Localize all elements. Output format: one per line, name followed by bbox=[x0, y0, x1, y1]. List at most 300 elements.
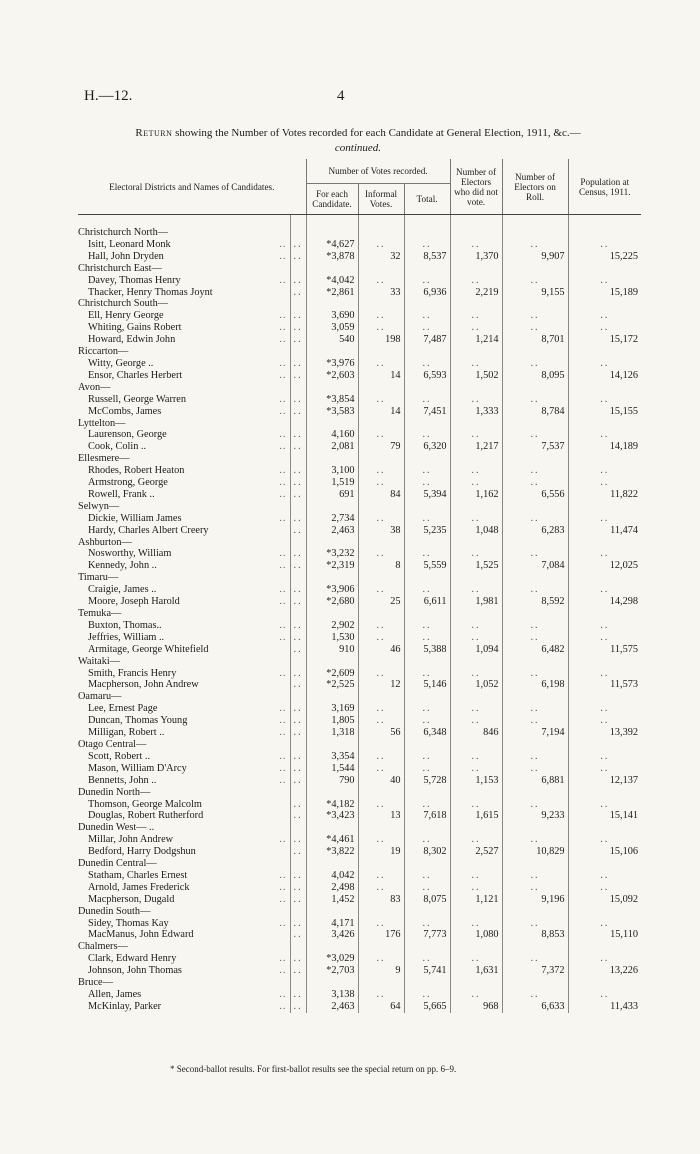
district-name: Lyttelton— bbox=[78, 417, 126, 429]
candidate-votes: 3,138 bbox=[306, 989, 358, 1001]
candidate-name-text: Allen, James bbox=[88, 989, 142, 1000]
candidate-name-text: Buxton, Thomas.. bbox=[88, 619, 162, 631]
candidate-name bbox=[78, 441, 290, 453]
blank-mark: .. bbox=[502, 429, 568, 441]
blank-mark: .. bbox=[502, 668, 568, 680]
blank-mark: .. bbox=[450, 918, 502, 930]
empty-cell bbox=[290, 608, 306, 620]
table-row bbox=[78, 310, 641, 322]
dot-leader: .. bbox=[290, 1001, 306, 1013]
table-row bbox=[78, 834, 641, 846]
district-row bbox=[78, 227, 641, 239]
empty-cell bbox=[290, 382, 306, 394]
candidate-name-text: Statham, Charles Ernest bbox=[88, 869, 188, 881]
blank-mark: .. bbox=[404, 429, 450, 441]
candidate-name bbox=[78, 715, 290, 727]
blank-mark: .. bbox=[568, 953, 641, 965]
table-row bbox=[78, 275, 641, 287]
table-row bbox=[78, 251, 641, 263]
district-name: Ellesmere— bbox=[78, 453, 130, 465]
electors-did-not-vote: 1,080 bbox=[450, 929, 502, 941]
table-row bbox=[78, 584, 641, 596]
empty-cell bbox=[358, 501, 404, 513]
table-row bbox=[78, 870, 641, 882]
empty-cell bbox=[568, 822, 641, 834]
informal-votes: 33 bbox=[358, 287, 404, 299]
empty-cell bbox=[568, 941, 641, 953]
district-name: Waitaki— bbox=[78, 655, 121, 667]
blank-mark: .. bbox=[404, 703, 450, 715]
empty-cell bbox=[568, 739, 641, 751]
district-name: Bruce— bbox=[78, 977, 113, 989]
dot-leader: .. bbox=[279, 310, 287, 322]
candidate-name bbox=[78, 810, 290, 822]
blank-mark: .. bbox=[358, 763, 404, 775]
dot-leader: .. bbox=[290, 965, 306, 977]
blank-mark: .. bbox=[450, 394, 502, 406]
total-votes: 5,741 bbox=[404, 965, 450, 977]
candidate-name bbox=[78, 370, 290, 382]
candidate-name-text: Macpherson, John Andrew bbox=[88, 679, 199, 691]
total-votes: 6,348 bbox=[404, 727, 450, 739]
dot-leader: .. bbox=[290, 465, 306, 477]
candidate-name-text: Howard, Edwin John bbox=[88, 334, 176, 346]
blank-mark: .. bbox=[568, 834, 641, 846]
total-votes: 5,388 bbox=[404, 644, 450, 656]
total-votes: 6,936 bbox=[404, 287, 450, 299]
empty-cell bbox=[502, 691, 568, 703]
district-name: Temuka— bbox=[78, 608, 122, 619]
blank-mark: .. bbox=[568, 429, 641, 441]
electors-on-roll: 6,633 bbox=[502, 1001, 568, 1013]
blank-mark: .. bbox=[358, 548, 404, 560]
dot-leader: .. bbox=[279, 429, 287, 441]
dot-leader: .. bbox=[279, 274, 287, 286]
candidate-votes: 2,734 bbox=[306, 513, 358, 525]
empty-cell bbox=[502, 298, 568, 310]
blank-mark: .. bbox=[450, 429, 502, 441]
empty-cell bbox=[450, 787, 502, 799]
district-name: Christchurch South— bbox=[78, 298, 169, 310]
population: 12,137 bbox=[568, 775, 641, 787]
candidate-name bbox=[78, 239, 290, 251]
dot-leader: .. bbox=[290, 275, 306, 287]
blank-mark: .. bbox=[568, 715, 641, 727]
candidate-name-text: Macpherson, Dugald bbox=[88, 893, 175, 905]
electors-on-roll: 9,233 bbox=[502, 810, 568, 822]
empty-cell bbox=[404, 263, 450, 275]
blank-mark: .. bbox=[568, 989, 641, 1001]
empty-cell bbox=[404, 227, 450, 239]
empty-cell bbox=[290, 227, 306, 239]
dot-leader: .. bbox=[290, 584, 306, 596]
candidate-name-text: Dickie, William James bbox=[88, 512, 182, 524]
blank-mark: .. bbox=[358, 953, 404, 965]
dot-leader: .. bbox=[279, 322, 287, 334]
candidate-name-text: Laurenson, George bbox=[88, 429, 167, 441]
table-row bbox=[78, 394, 641, 406]
blank-mark: .. bbox=[568, 477, 641, 489]
dot-leader: .. bbox=[290, 870, 306, 882]
empty-cell bbox=[502, 227, 568, 239]
informal-votes: 9 bbox=[358, 965, 404, 977]
blank-mark: .. bbox=[450, 799, 502, 811]
table-row bbox=[78, 620, 641, 632]
dot-leader: .. bbox=[290, 310, 306, 322]
dot-leader: .. bbox=[290, 775, 306, 787]
blank-mark: .. bbox=[450, 870, 502, 882]
population: 11,433 bbox=[568, 1001, 641, 1013]
blank-mark: .. bbox=[568, 620, 641, 632]
blank-mark: .. bbox=[404, 989, 450, 1001]
candidate-votes: *2,609 bbox=[306, 668, 358, 680]
empty-cell bbox=[450, 941, 502, 953]
electors-on-roll: 9,155 bbox=[502, 287, 568, 299]
table-row bbox=[78, 989, 641, 1001]
table-row bbox=[78, 918, 641, 930]
electors-did-not-vote: 1,052 bbox=[450, 679, 502, 691]
district-name: Christchurch North— bbox=[78, 227, 169, 238]
candidate-name-text: Mason, William D'Arcy bbox=[88, 762, 187, 774]
table-row bbox=[78, 525, 641, 537]
candidate-name-text: Cook, Colin .. bbox=[88, 441, 147, 453]
empty-cell bbox=[568, 787, 641, 799]
district-name: Dunedin North— bbox=[78, 786, 151, 798]
total-votes: 5,728 bbox=[404, 775, 450, 787]
dot-leader: .. bbox=[290, 715, 306, 727]
blank-mark: .. bbox=[358, 799, 404, 811]
empty-cell bbox=[450, 822, 502, 834]
blank-mark: .. bbox=[450, 834, 502, 846]
dot-leader: .. bbox=[279, 750, 287, 762]
empty-cell bbox=[404, 382, 450, 394]
candidate-name bbox=[78, 560, 290, 572]
candidate-name bbox=[78, 953, 290, 965]
empty-cell bbox=[306, 608, 358, 620]
empty-cell bbox=[450, 346, 502, 358]
blank-mark: .. bbox=[502, 715, 568, 727]
candidate-name-text: Davey, Thomas Henry bbox=[88, 274, 181, 286]
empty-cell bbox=[568, 298, 641, 310]
candidate-name bbox=[78, 287, 290, 299]
candidate-name bbox=[78, 989, 290, 1001]
empty-cell bbox=[450, 608, 502, 620]
blank-mark: .. bbox=[404, 668, 450, 680]
dot-leader: .. bbox=[290, 322, 306, 334]
candidate-votes: 2,463 bbox=[306, 1001, 358, 1013]
empty-cell bbox=[358, 608, 404, 620]
blank-mark: .. bbox=[450, 882, 502, 894]
dot-leader: .. bbox=[279, 465, 287, 477]
blank-mark: .. bbox=[404, 394, 450, 406]
empty-cell bbox=[358, 822, 404, 834]
table-row bbox=[78, 929, 641, 941]
informal-votes: 198 bbox=[358, 334, 404, 346]
dot-leader: .. bbox=[290, 751, 306, 763]
electors-on-roll: 10,829 bbox=[502, 846, 568, 858]
blank-mark: .. bbox=[450, 953, 502, 965]
blank-mark: .. bbox=[404, 584, 450, 596]
candidate-name-text: Duncan, Thomas Young bbox=[88, 715, 188, 727]
district-name: Dunedin Central— bbox=[78, 858, 157, 870]
empty-cell bbox=[404, 858, 450, 870]
empty-cell bbox=[502, 501, 568, 513]
column-header-on-roll: Number of Electors on Roll. bbox=[502, 159, 568, 215]
blank-mark: .. bbox=[450, 548, 502, 560]
candidate-name bbox=[78, 322, 290, 334]
table-row bbox=[78, 489, 641, 501]
candidate-votes: 4,171 bbox=[306, 918, 358, 930]
electors-on-roll: 8,592 bbox=[502, 596, 568, 608]
blank-mark: .. bbox=[502, 394, 568, 406]
candidate-votes: 1,318 bbox=[306, 727, 358, 739]
empty-cell bbox=[404, 941, 450, 953]
table-row bbox=[78, 560, 641, 572]
empty-cell bbox=[404, 346, 450, 358]
dot-leader: .. bbox=[290, 620, 306, 632]
district-name: Otago Central— bbox=[78, 738, 147, 750]
population: 15,225 bbox=[568, 251, 641, 263]
informal-votes: 12 bbox=[358, 679, 404, 691]
population: 14,189 bbox=[568, 441, 641, 453]
candidate-votes: *4,461 bbox=[306, 834, 358, 846]
candidate-name bbox=[78, 894, 290, 906]
empty-cell bbox=[450, 906, 502, 918]
empty-cell bbox=[450, 739, 502, 751]
blank-mark: .. bbox=[358, 239, 404, 251]
district-row bbox=[78, 418, 641, 430]
blank-mark: .. bbox=[502, 239, 568, 251]
electors-did-not-vote: 968 bbox=[450, 1001, 502, 1013]
blank-mark: .. bbox=[568, 513, 641, 525]
empty-cell bbox=[404, 739, 450, 751]
blank-mark: .. bbox=[568, 548, 641, 560]
electors-did-not-vote: 1,153 bbox=[450, 775, 502, 787]
blank-mark: .. bbox=[358, 751, 404, 763]
informal-votes: 19 bbox=[358, 846, 404, 858]
district-row bbox=[78, 298, 641, 310]
table-row bbox=[78, 810, 641, 822]
candidate-name bbox=[78, 513, 290, 525]
empty-cell bbox=[358, 941, 404, 953]
candidate-name-text: Hardy, Charles Albert Creery bbox=[88, 524, 209, 536]
table-row bbox=[78, 465, 641, 477]
dot-leader: .. bbox=[279, 369, 287, 381]
empty-cell bbox=[404, 656, 450, 668]
blank-mark: .. bbox=[450, 465, 502, 477]
electors-did-not-vote: 1,631 bbox=[450, 965, 502, 977]
table-row bbox=[78, 953, 641, 965]
empty-cell bbox=[404, 453, 450, 465]
electors-did-not-vote: 1,217 bbox=[450, 441, 502, 453]
candidate-votes: *3,878 bbox=[306, 251, 358, 263]
blank-mark: .. bbox=[450, 703, 502, 715]
blank-mark: .. bbox=[358, 703, 404, 715]
empty-cell bbox=[290, 346, 306, 358]
district-name: Chalmers— bbox=[78, 941, 128, 953]
table-row bbox=[78, 429, 641, 441]
informal-votes: 14 bbox=[358, 370, 404, 382]
electors-on-roll: 6,556 bbox=[502, 489, 568, 501]
population: 15,189 bbox=[568, 287, 641, 299]
blank-mark: .. bbox=[450, 239, 502, 251]
table-row bbox=[78, 799, 641, 811]
dot-leader: .. bbox=[290, 894, 306, 906]
dot-leader: .. bbox=[290, 477, 306, 489]
candidate-name bbox=[78, 477, 290, 489]
informal-votes: 176 bbox=[358, 929, 404, 941]
table-row bbox=[78, 513, 641, 525]
table-body bbox=[78, 215, 641, 1013]
empty-cell bbox=[450, 418, 502, 430]
blank-mark: .. bbox=[404, 953, 450, 965]
blank-mark: .. bbox=[450, 310, 502, 322]
district-row bbox=[78, 537, 641, 549]
electors-on-roll: 9,196 bbox=[502, 894, 568, 906]
candidate-votes: 4,042 bbox=[306, 870, 358, 882]
blank-mark: .. bbox=[568, 465, 641, 477]
candidate-name bbox=[78, 799, 290, 811]
empty-cell bbox=[290, 263, 306, 275]
column-header-did-not-vote: Number of Electors who did not vote. bbox=[450, 159, 502, 215]
district-row bbox=[78, 656, 641, 668]
candidate-votes: *3,976 bbox=[306, 358, 358, 370]
empty-cell bbox=[306, 298, 358, 310]
empty-cell bbox=[306, 941, 358, 953]
population: 14,298 bbox=[568, 596, 641, 608]
candidate-name-text: Nosworthy, William bbox=[88, 548, 172, 560]
electors-on-roll: 8,095 bbox=[502, 370, 568, 382]
population: 14,126 bbox=[568, 370, 641, 382]
empty-cell bbox=[568, 977, 641, 989]
empty-cell bbox=[404, 822, 450, 834]
blank-mark: .. bbox=[502, 751, 568, 763]
empty-cell bbox=[502, 572, 568, 584]
empty-cell bbox=[502, 608, 568, 620]
electors-on-roll: 6,283 bbox=[502, 525, 568, 537]
table-row bbox=[78, 703, 641, 715]
empty-cell bbox=[450, 501, 502, 513]
electors-did-not-vote: 1,214 bbox=[450, 334, 502, 346]
candidate-votes: *3,822 bbox=[306, 846, 358, 858]
empty-cell bbox=[450, 572, 502, 584]
candidate-votes: 1,544 bbox=[306, 763, 358, 775]
empty-cell bbox=[358, 691, 404, 703]
empty-cell bbox=[404, 691, 450, 703]
candidate-votes: *2,680 bbox=[306, 596, 358, 608]
district-name: Riccarton— bbox=[78, 346, 129, 358]
candidate-name-text: Whiting, Gains Robert bbox=[88, 322, 182, 334]
candidate-votes: 3,169 bbox=[306, 703, 358, 715]
candidate-name bbox=[78, 429, 290, 441]
empty-cell bbox=[568, 608, 641, 620]
candidate-name-text: Hall, John Dryden bbox=[88, 250, 164, 262]
candidate-name bbox=[78, 310, 290, 322]
table-row bbox=[78, 477, 641, 489]
blank-mark: .. bbox=[404, 513, 450, 525]
blank-mark: .. bbox=[502, 632, 568, 644]
candidate-votes: 4,160 bbox=[306, 429, 358, 441]
blank-mark: .. bbox=[450, 322, 502, 334]
column-header-for-each-candidate: For each Candidate. bbox=[306, 184, 358, 215]
empty-cell bbox=[290, 977, 306, 989]
dot-leader: .. bbox=[279, 560, 287, 572]
empty-cell bbox=[502, 418, 568, 430]
total-votes: 5,665 bbox=[404, 1001, 450, 1013]
blank-mark: .. bbox=[568, 799, 641, 811]
empty-cell bbox=[404, 608, 450, 620]
district-row bbox=[78, 787, 641, 799]
empty-cell bbox=[290, 739, 306, 751]
dot-leader: .. bbox=[290, 548, 306, 560]
informal-votes: 56 bbox=[358, 727, 404, 739]
candidate-name bbox=[78, 763, 290, 775]
empty-cell bbox=[290, 822, 306, 834]
candidate-votes: 3,354 bbox=[306, 751, 358, 763]
dot-leader: .. bbox=[290, 358, 306, 370]
table-row bbox=[78, 882, 641, 894]
blank-mark: .. bbox=[404, 275, 450, 287]
empty-cell bbox=[568, 906, 641, 918]
candidate-votes: *3,906 bbox=[306, 584, 358, 596]
empty-cell bbox=[404, 537, 450, 549]
blank-mark: .. bbox=[450, 632, 502, 644]
total-votes: 5,146 bbox=[404, 679, 450, 691]
blank-mark: .. bbox=[358, 513, 404, 525]
blank-mark: .. bbox=[358, 394, 404, 406]
dot-leader: .. bbox=[290, 429, 306, 441]
blank-mark: .. bbox=[568, 751, 641, 763]
empty-cell bbox=[502, 787, 568, 799]
population: 15,172 bbox=[568, 334, 641, 346]
informal-votes: 25 bbox=[358, 596, 404, 608]
candidate-votes: *2,861 bbox=[306, 287, 358, 299]
blank-mark: .. bbox=[450, 989, 502, 1001]
informal-votes: 64 bbox=[358, 1001, 404, 1013]
dot-leader: .. bbox=[279, 596, 287, 608]
blank-mark: .. bbox=[502, 989, 568, 1001]
blank-mark: .. bbox=[502, 834, 568, 846]
dot-leader: .. bbox=[279, 441, 287, 453]
candidate-name bbox=[78, 775, 290, 787]
candidate-name-text: Ensor, Charles Herbert bbox=[88, 369, 183, 381]
blank-mark: .. bbox=[358, 989, 404, 1001]
candidate-votes: 1,530 bbox=[306, 632, 358, 644]
dot-leader: .. bbox=[290, 370, 306, 382]
informal-votes: 13 bbox=[358, 810, 404, 822]
blank-mark: .. bbox=[502, 918, 568, 930]
electors-on-roll: 7,084 bbox=[502, 560, 568, 572]
blank-mark: .. bbox=[404, 620, 450, 632]
empty-cell bbox=[450, 977, 502, 989]
candidate-name-text: Craigie, James .. bbox=[88, 584, 157, 596]
candidate-votes: 790 bbox=[306, 775, 358, 787]
candidate-votes: 2,902 bbox=[306, 620, 358, 632]
column-header-total: Total. bbox=[404, 184, 450, 215]
blank-mark: .. bbox=[358, 310, 404, 322]
blank-mark: .. bbox=[358, 620, 404, 632]
blank-mark: .. bbox=[450, 715, 502, 727]
blank-mark: .. bbox=[502, 477, 568, 489]
blank-mark: .. bbox=[502, 763, 568, 775]
dot-leader: .. bbox=[290, 799, 306, 811]
dot-leader: .. bbox=[279, 953, 287, 965]
blank-mark: .. bbox=[568, 703, 641, 715]
dot-leader: .. bbox=[279, 869, 287, 881]
district-row bbox=[78, 501, 641, 513]
electors-on-roll: 8,701 bbox=[502, 334, 568, 346]
blank-mark: .. bbox=[450, 751, 502, 763]
